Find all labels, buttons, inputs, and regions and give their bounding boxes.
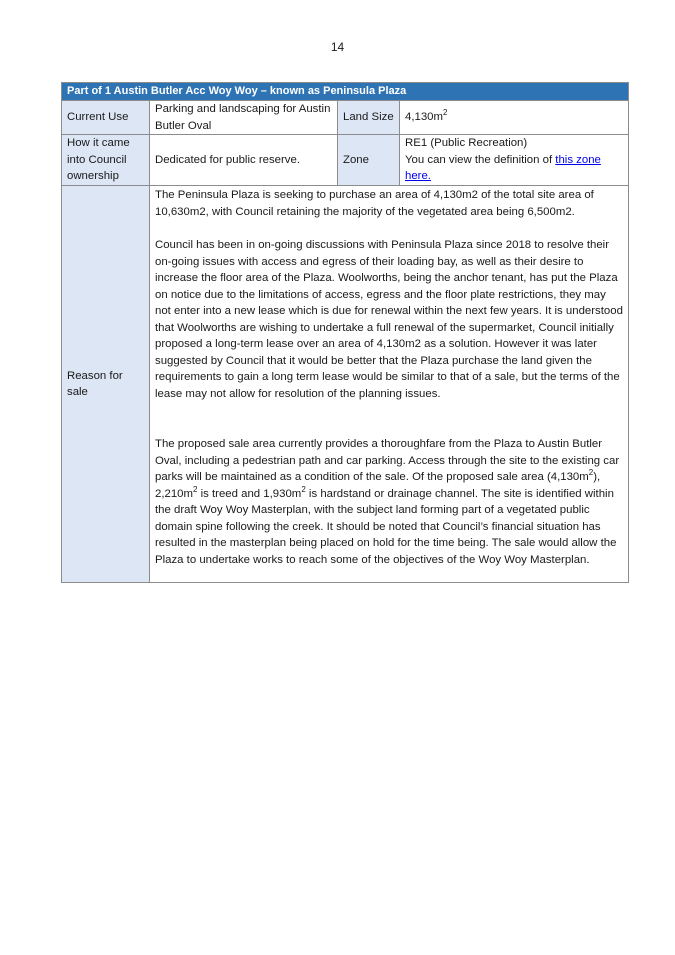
reason-paragraph-3-d: is hardstand or drainage channel. The site is identified within the draft Woy Woy Masterplan, with the subject land forming part of a vegetated public domain spine following the creek. It should be noted that Council’s financial situation has resulted in the masterplan being placed on hold for the time being. The sale would allow the Plaza to undertake works to reach some of the objectives of the Woy Woy Masterplan. (155, 487, 617, 566)
reason-paragraph-3-b: ), 2,210m (155, 471, 601, 500)
zone-line2-prefix: You can view the definition of (405, 153, 556, 166)
zone-value (400, 135, 629, 186)
reason-paragraph-3-c: is treed and 1,930m (197, 487, 302, 500)
ownership-label: How it came into Council ownership (62, 135, 150, 186)
reason-paragraph-3 (155, 436, 623, 568)
land-size-unit-sup: 2 (443, 108, 448, 118)
reason-sup-2: 2 (193, 484, 198, 494)
reason-sup-1: 2 (588, 468, 594, 478)
zone-line1: RE1 (Public Recreation) (405, 137, 528, 150)
reason-paragraph-3-a: The proposed sale area currently provides a thoroughfare from the Plaza to Austin Butler Oval, including a pedestrian path and car parking. Access through the site to the existing car parks will be maintained as a condition of the sale. Of the proposed sale area (4,130m (155, 438, 620, 483)
table-header: Part of 1 Austin Butler Acc Woy Woy – known as Peninsula Plaza (62, 83, 629, 101)
zone-line2 (405, 152, 623, 185)
zone-definition-link[interactable]: this zone here. (405, 153, 601, 183)
reason-paragraph-1: The Peninsula Plaza is seeking to purchase an area of 4,130m2 of the total site area of 10,630m2, with Council retaining the majority of the vegetated area being 6,500m2. (155, 189, 594, 218)
ownership-value: Dedicated for public reserve. (150, 135, 338, 186)
page-number: 14 (330, 40, 345, 54)
current-use-value: Parking and landscaping for Austin Butler Oval (150, 101, 338, 135)
reason-label: Reason for sale (62, 186, 150, 583)
reason-sup-3: 2 (301, 484, 306, 494)
reason-paragraph-2: Council has been in on-going discussions with Peninsula Plaza since 2018 to resolve their on-going issues with access and egress of their loading bay, as well as their desire to increase the floor area of the Plaza. Woolworths, being the anchor tenant, has put the Plaza on notice due to the limitations of access, egress and the floor plate restrictions, they may not enter into a new lease which is due for renewal within the next few years. It is understood that Woolworths are wishing to undertake a full renewal of the supermarket, Council initially proposed a long-term lease over an area of 4,130m2 as a solution. However it was later suggested by Council that it would be better that the Plaza purchase the land given the requirements to gain a long term lease would be similar to that of a sale, but the terms of the lease may not allow for resolution of the planning issues. (155, 239, 623, 400)
land-size-value (400, 101, 629, 135)
current-use-label: Current Use (62, 101, 150, 135)
reason-text (150, 186, 629, 583)
zone-label: Zone (338, 135, 400, 186)
property-table (61, 82, 629, 583)
land-size-label: Land Size (338, 101, 400, 135)
land-size-number: 4,130m (405, 111, 443, 124)
